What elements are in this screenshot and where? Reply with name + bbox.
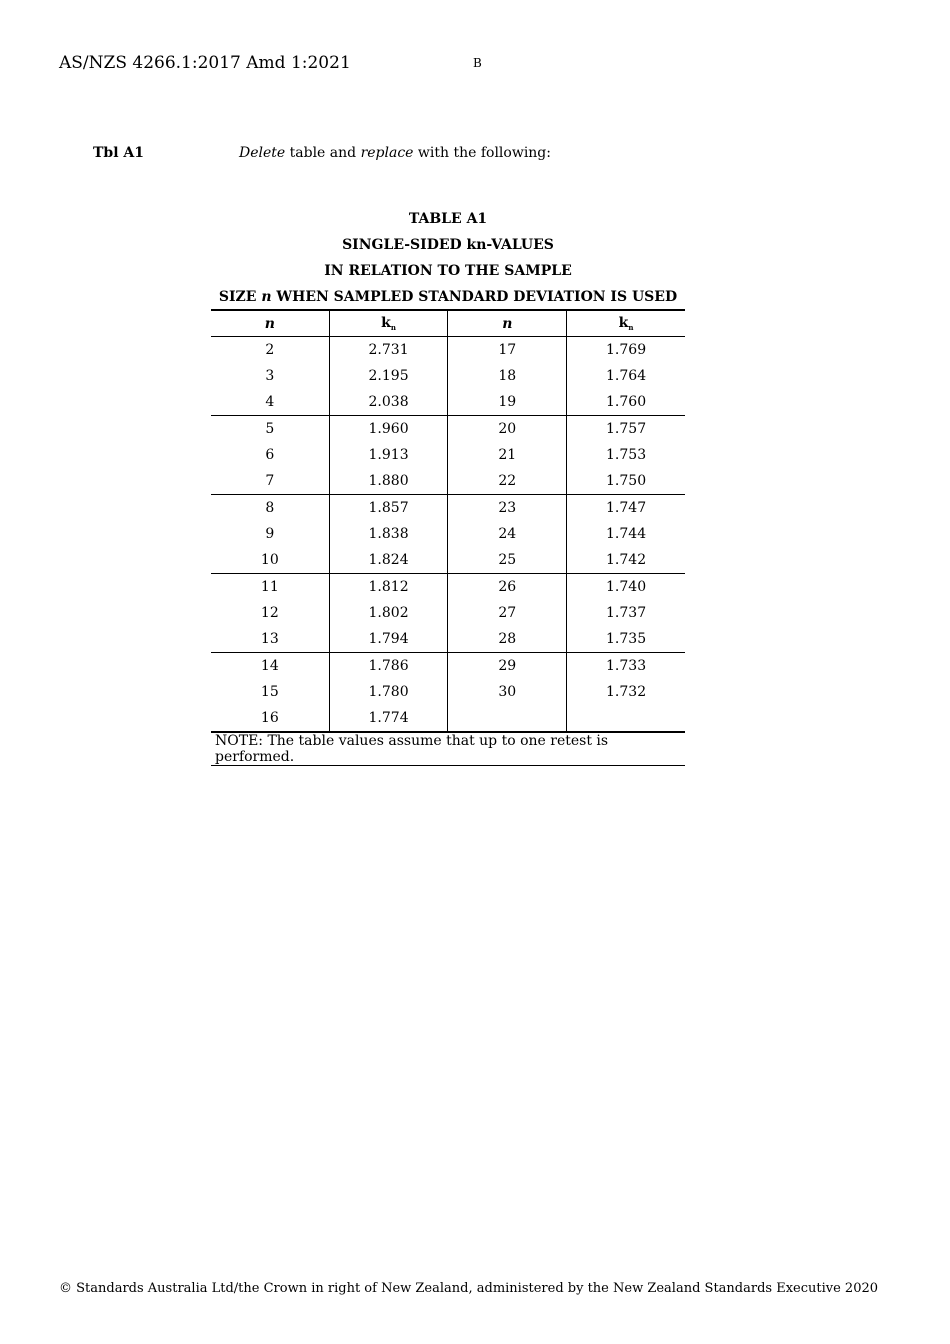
table-row xyxy=(211,468,685,495)
cell-n: 2 xyxy=(265,342,275,358)
cell-n: 18 xyxy=(448,363,567,389)
table-note-row xyxy=(211,732,685,766)
cell-kn: 1.735 xyxy=(567,626,685,653)
cell-kn: 1.960 xyxy=(329,416,448,443)
cell-kn: 1.750 xyxy=(567,468,685,495)
table-caption-number: TABLE A1 xyxy=(408,211,488,227)
table-header-row xyxy=(211,310,685,337)
header-n: n xyxy=(211,310,329,337)
table-row xyxy=(211,547,685,574)
cell-n: 13 xyxy=(211,626,329,653)
cell-n: 7 xyxy=(211,468,329,495)
table-row xyxy=(211,495,685,522)
cell-kn: 1.802 xyxy=(329,600,448,626)
table-row xyxy=(211,337,685,364)
cell-n: 14 xyxy=(260,658,279,674)
cell-n: 27 xyxy=(448,600,567,626)
cell-n: 25 xyxy=(448,547,567,574)
table-row xyxy=(211,442,685,468)
page-letter: B xyxy=(473,56,482,70)
table-row xyxy=(211,363,685,389)
cell-n: 9 xyxy=(265,526,275,542)
cell-kn: 1.757 xyxy=(567,416,685,443)
cell-n: 15 xyxy=(260,684,279,700)
caption-remainder: WHEN SAMPLED STANDARD DEVIATION IS USED xyxy=(271,289,678,305)
cell-kn: 1.824 xyxy=(329,547,448,574)
cell-kn: 1.733 xyxy=(567,653,685,680)
header-kn: $k_n$ xyxy=(329,310,448,337)
cell-n: 17 xyxy=(448,337,567,364)
table-caption-title: SINGLE-SIDED kn-VALUES xyxy=(342,237,554,253)
cell-kn: 1.780 xyxy=(329,679,448,705)
document-id: AS/NZS 4266.1:2017 Amd 1:2021 xyxy=(59,53,351,73)
amendment-reference: Tbl A1 xyxy=(93,145,145,161)
cell-kn: 1.742 xyxy=(567,547,685,574)
cell-n: 16 xyxy=(211,705,329,732)
amendment-instruction xyxy=(239,145,551,161)
cell-kn: 1.880 xyxy=(329,468,448,495)
copyright-footer: © Standards Australia Ltd/the Crown in right of New Zealand, administered by the New Zealand Standards Executive 2020 xyxy=(59,1281,879,1296)
table-row xyxy=(211,600,685,626)
cell-n: 11 xyxy=(260,579,279,595)
instruction-delete: Delete xyxy=(239,145,286,161)
table-note: NOTE: The table values assume that up to one retest is performed. xyxy=(211,732,685,766)
cell-kn: 1.764 xyxy=(567,363,685,389)
cell-n: 21 xyxy=(448,442,567,468)
cell-n: 26 xyxy=(448,574,567,601)
kn-values-table xyxy=(211,309,685,766)
cell-n: 28 xyxy=(448,626,567,653)
cell-kn: 1.786 xyxy=(329,653,448,680)
cell-n: 8 xyxy=(265,500,275,516)
cell-kn: 1.838 xyxy=(329,521,448,547)
cell-kn: 1.857 xyxy=(329,495,448,522)
cell-n: 30 xyxy=(448,679,567,705)
cell-kn: 1.774 xyxy=(329,705,448,732)
cell-n: 20 xyxy=(448,416,567,443)
cell-n: 5 xyxy=(265,421,275,437)
cell-kn xyxy=(567,705,685,732)
cell-kn: 1.732 xyxy=(567,679,685,705)
cell-n: 24 xyxy=(448,521,567,547)
cell-n: 3 xyxy=(265,368,275,384)
table-row xyxy=(211,626,685,653)
cell-n: 22 xyxy=(448,468,567,495)
cell-n: 12 xyxy=(260,605,279,621)
table-row xyxy=(211,653,685,680)
cell-kn: 2.195 xyxy=(329,363,448,389)
cell-kn: 1.769 xyxy=(567,337,685,364)
cell-kn: 1.794 xyxy=(329,626,448,653)
cell-kn: 1.744 xyxy=(567,521,685,547)
cell-n xyxy=(448,705,567,732)
table-row xyxy=(211,574,685,601)
caption-n-variable: n xyxy=(261,289,272,305)
instruction-end: with the following: xyxy=(413,145,551,161)
table-row xyxy=(211,705,685,732)
table-caption-line3: IN RELATION TO THE SAMPLE xyxy=(324,263,572,279)
cell-n: 19 xyxy=(448,389,567,416)
cell-n: 23 xyxy=(448,495,567,522)
header-n: n xyxy=(448,310,567,337)
cell-kn: 1.812 xyxy=(329,574,448,601)
cell-n: 29 xyxy=(448,653,567,680)
cell-kn: 1.913 xyxy=(329,442,448,468)
cell-kn: 1.747 xyxy=(567,495,685,522)
cell-n: 6 xyxy=(265,447,275,463)
header-kn: $k_n$ xyxy=(567,310,685,337)
cell-kn: 2.038 xyxy=(329,389,448,416)
instruction-replace: replace xyxy=(360,145,414,161)
table-row xyxy=(211,389,685,416)
cell-kn: 1.740 xyxy=(567,574,685,601)
cell-kn: 1.737 xyxy=(567,600,685,626)
table-row xyxy=(211,521,685,547)
table-row xyxy=(211,416,685,443)
cell-kn: 1.760 xyxy=(567,389,685,416)
instruction-mid: table and xyxy=(285,145,361,161)
cell-n: 4 xyxy=(211,389,329,416)
cell-n: 10 xyxy=(211,547,329,574)
cell-kn: 2.731 xyxy=(329,337,448,364)
table-row xyxy=(211,679,685,705)
cell-kn: 1.753 xyxy=(567,442,685,468)
table-caption-line4 xyxy=(211,289,685,305)
caption-size-label: SIZE xyxy=(218,289,262,305)
